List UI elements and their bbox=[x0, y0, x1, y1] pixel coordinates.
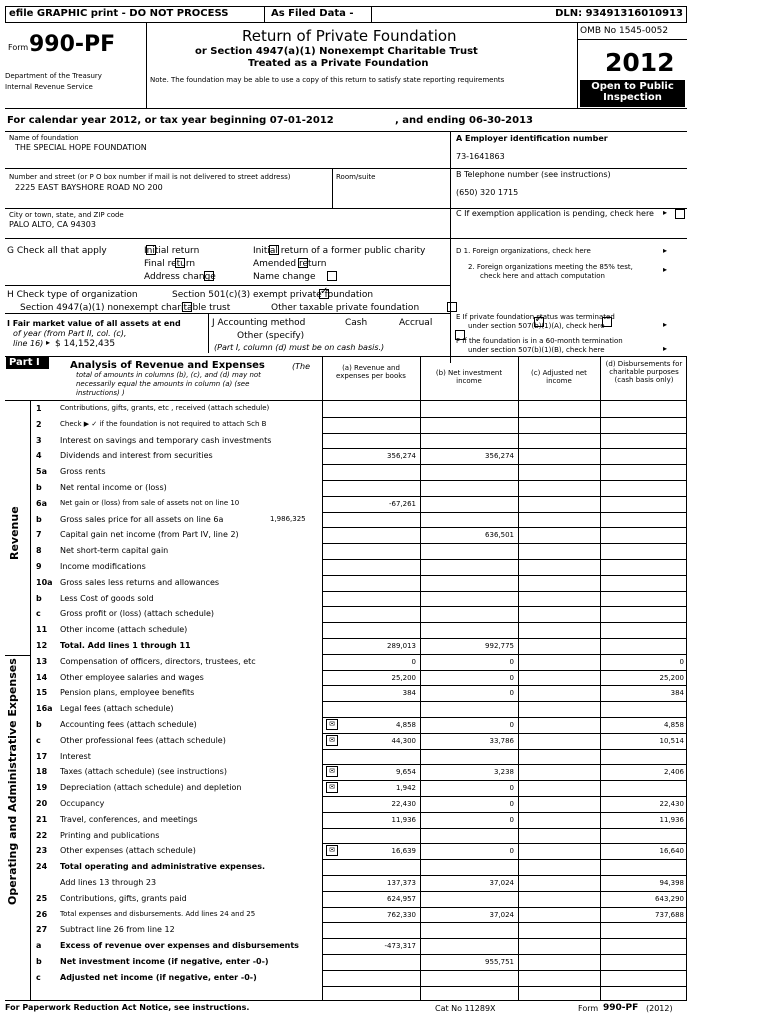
row-value-a: 137,373 bbox=[387, 879, 416, 887]
row-value-b: 0 bbox=[509, 689, 514, 698]
row-value-b: 37,024 bbox=[489, 879, 514, 887]
row-value-a: 356,274 bbox=[387, 452, 416, 461]
row-description: Depreciation (attach schedule) and depletion bbox=[60, 783, 242, 793]
open-public-line-1: Open to Public bbox=[591, 81, 674, 92]
row-description: Net short-term capital gain bbox=[60, 546, 169, 556]
row-line-number: 11 bbox=[36, 625, 48, 635]
row-description: Capital gain net income (from Part IV, line 2) bbox=[60, 530, 239, 540]
row-line-number: 14 bbox=[36, 672, 48, 682]
j-other-checkbox[interactable] bbox=[455, 330, 465, 340]
row-line-number: b bbox=[36, 957, 42, 966]
row-value-a: 384 bbox=[402, 689, 416, 698]
row-description: Gross sales less returns and allowances bbox=[60, 577, 220, 587]
footer-form-prefix: Form bbox=[578, 1004, 599, 1013]
row-value-b: 636,501 bbox=[485, 531, 514, 540]
row-line-number: c bbox=[36, 972, 41, 982]
row-description: Other income (attach schedule) bbox=[60, 625, 188, 635]
row-description: Total operating and administrative expenses. bbox=[60, 862, 265, 872]
h-501-label: Section 501(c)(3) exempt private foundation bbox=[172, 290, 374, 300]
j-cash-checkbox[interactable] bbox=[534, 317, 544, 327]
as-filed-label: As Filed Data - bbox=[271, 8, 354, 19]
row-value-b: 0 bbox=[509, 657, 514, 666]
calendar-ending: , and ending 06-30-2013 bbox=[395, 115, 533, 126]
ein-value: 73-1641863 bbox=[456, 152, 505, 161]
d2-label-1: 2. Foreign organizations meeting the 85% test, bbox=[468, 263, 633, 271]
d1-label: D 1. Foreign organizations, check here bbox=[456, 247, 591, 255]
c-checkbox[interactable] bbox=[675, 209, 685, 219]
row-line-number: b bbox=[36, 483, 42, 492]
row-line-number: 20 bbox=[36, 799, 48, 808]
row-description: Taxes (attach schedule) (see instructions) bbox=[60, 767, 227, 777]
row-line-number: 19 bbox=[36, 783, 48, 793]
row-value-b: 955,751 bbox=[485, 958, 514, 966]
part1-sub-3: instructions) ) bbox=[76, 389, 125, 397]
i-label-2: of year (from Part II, col. (c), bbox=[13, 329, 127, 338]
dept-line-2: Internal Revenue Service bbox=[5, 83, 93, 91]
row-line-number: 5a bbox=[36, 467, 47, 477]
j-accrual-label: Accrual bbox=[399, 318, 433, 328]
attachment-icon[interactable]: ✉ bbox=[326, 766, 338, 777]
row-description: Occupancy bbox=[60, 799, 105, 808]
row-value-a: -473,317 bbox=[384, 942, 416, 951]
g-amended-label: Amended return bbox=[253, 259, 327, 269]
row-value-d: 737,688 bbox=[655, 910, 684, 919]
row-value-a: 0 bbox=[411, 657, 416, 666]
row-value-b: 0 bbox=[509, 815, 514, 824]
row-line-number: c bbox=[36, 735, 41, 745]
form-prefix: Form bbox=[8, 43, 29, 52]
part1-tag-label: Part I bbox=[9, 357, 40, 368]
row-line-number: 3 bbox=[36, 435, 42, 445]
row-description: Gross profit or (loss) (attach schedule) bbox=[60, 609, 215, 619]
row-description: Check ▶ ✓ if the foundation is not required to attach Sch B bbox=[60, 419, 267, 428]
name-label: Name of foundation bbox=[9, 134, 79, 142]
e-label-2: under section 507(b)(1)(A), check here bbox=[468, 322, 605, 330]
row-description: Add lines 13 through 23 bbox=[60, 878, 157, 887]
row-description: Legal fees (attach schedule) bbox=[60, 704, 174, 714]
footer-paperwork: For Paperwork Reduction Act Notice, see instructions. bbox=[5, 1003, 250, 1012]
street-value: 2225 EAST BAYSHORE ROAD NO 200 bbox=[15, 183, 163, 192]
h-label: H Check type of organization bbox=[7, 290, 138, 300]
g-initial-label: Initial return bbox=[144, 246, 200, 256]
phone-value: (650) 320 1715 bbox=[456, 188, 519, 197]
g-name-label: Name change bbox=[253, 272, 316, 282]
row-value-b: 0 bbox=[509, 673, 514, 682]
part1-sub-2: necessarily equal the amounts in column (a) (see bbox=[76, 380, 250, 388]
row-value-d: 25,200 bbox=[659, 673, 684, 682]
row-description: Net investment income (if negative, enter -0-) bbox=[60, 957, 269, 966]
row-value-a: 11,936 bbox=[391, 815, 416, 824]
c-arrow-icon: ▸ bbox=[663, 208, 668, 217]
row-description: Pension plans, employee benefits bbox=[60, 688, 195, 698]
row-description: Other expenses (attach schedule) bbox=[60, 846, 196, 856]
form-subtitle-2: Treated as a Private Foundation bbox=[248, 58, 429, 69]
d1-arrow-icon: ▸ bbox=[663, 246, 668, 255]
row-line-number: 17 bbox=[36, 751, 48, 761]
row-value-d: 4,858 bbox=[663, 721, 684, 729]
row-description: Total. Add lines 1 through 11 bbox=[60, 641, 191, 650]
row-description: Gross sales price for all assets on line 6a bbox=[60, 514, 224, 524]
row-value-d: 2,406 bbox=[663, 768, 684, 777]
row-description: Accounting fees (attach schedule) bbox=[60, 720, 197, 729]
row-line-number: 13 bbox=[36, 656, 48, 666]
row-line-number: 10a bbox=[36, 577, 53, 587]
row-value-b: 0 bbox=[509, 721, 514, 729]
dln-label: DLN: 93491316010913 bbox=[555, 8, 683, 19]
row-value-b: 3,238 bbox=[493, 768, 514, 777]
side-label-expenses: Operating and Administrative Expenses bbox=[6, 658, 19, 905]
f-arrow-icon: ▸ bbox=[663, 344, 668, 353]
row-value-d: 94,398 bbox=[659, 879, 684, 887]
row-line-number: b bbox=[36, 593, 42, 603]
row-line-number: 21 bbox=[36, 814, 48, 824]
part1-tag bbox=[6, 357, 49, 369]
row-value-b: 0 bbox=[509, 847, 514, 856]
i-value: $ 14,152,435 bbox=[55, 339, 116, 349]
d2-arrow-icon: ▸ bbox=[663, 265, 668, 274]
row-description: Travel, conferences, and meetings bbox=[60, 814, 198, 824]
row-description: Total expenses and disbursements. Add lines 24 and 25 bbox=[60, 909, 256, 918]
header-note: Note. The foundation may be able to use a copy of this return to satisfy state reporting requirements bbox=[150, 76, 505, 84]
row-description: Interest bbox=[60, 751, 91, 761]
city-value: PALO ALTO, CA 94303 bbox=[9, 220, 96, 229]
row-line-number: c bbox=[36, 609, 41, 619]
row-value-d: 643,290 bbox=[655, 894, 684, 903]
side-label-revenue: Revenue bbox=[8, 506, 21, 560]
omb-number: OMB No 1545-0052 bbox=[580, 26, 669, 36]
row-description: Less Cost of goods sold bbox=[60, 593, 154, 603]
attachment-icon[interactable]: ✉ bbox=[326, 782, 338, 793]
row-value-b: 37,024 bbox=[489, 910, 514, 919]
row-line-number: 2 bbox=[36, 419, 42, 429]
d2-label-2: check here and attach computation bbox=[480, 272, 605, 280]
row-line-number: 26 bbox=[36, 909, 48, 919]
row-line-number: 27 bbox=[36, 925, 48, 935]
row-line-number: 4 bbox=[36, 451, 42, 461]
form-name: 990-PF bbox=[29, 32, 116, 57]
row-value-b: 992,775 bbox=[485, 642, 514, 650]
col-c-header: (c) Adjusted net income bbox=[531, 369, 587, 385]
row-value-b: 33,786 bbox=[489, 736, 514, 745]
row-inline-value: 1,986,325 bbox=[270, 514, 306, 523]
j-cash-label: Cash bbox=[345, 318, 368, 328]
row-value-d: 16,640 bbox=[659, 847, 684, 856]
footer-form: 990-PF bbox=[603, 1003, 639, 1013]
row-value-d: 11,936 bbox=[659, 815, 684, 824]
row-description: Net rental income or (loss) bbox=[60, 483, 167, 492]
part1-sub-1: total of amounts in columns (b), (c), and (d) may not bbox=[76, 371, 261, 379]
row-line-number: 25 bbox=[36, 893, 48, 903]
row-line-number: b bbox=[36, 720, 42, 729]
g-address-label: Address change bbox=[144, 272, 216, 282]
row-description: Contributions, gifts, grants paid bbox=[60, 893, 187, 903]
row-description: Gross rents bbox=[60, 467, 106, 477]
e-label-1: E If private foundation status was terminated bbox=[456, 313, 615, 321]
j-accrual-checkbox[interactable] bbox=[602, 317, 612, 327]
room-label: Room/suite bbox=[336, 173, 376, 181]
row-description: Printing and publications bbox=[60, 830, 160, 840]
row-value-a: 22,430 bbox=[391, 800, 416, 808]
row-description: Dividends and interest from securities bbox=[60, 451, 213, 461]
row-description: Subtract line 26 from line 12 bbox=[60, 925, 175, 935]
part1-title-suffix: (The bbox=[292, 362, 310, 371]
row-description: Other professional fees (attach schedule) bbox=[60, 735, 226, 745]
row-line-number: 22 bbox=[36, 830, 48, 840]
row-line-number: 8 bbox=[36, 546, 42, 556]
top-banner bbox=[5, 6, 687, 23]
calendar-year: For calendar year 2012, or tax year beginning 07-01-2012 bbox=[7, 115, 334, 126]
tax-year: 2012 bbox=[605, 48, 675, 77]
row-description: Adjusted net income (if negative, enter -0-) bbox=[60, 972, 257, 982]
row-value-d: 10,514 bbox=[659, 736, 684, 745]
attachment-icon[interactable]: ✉ bbox=[326, 719, 338, 730]
row-value-d: 22,430 bbox=[659, 800, 684, 808]
f-label-2: under section 507(b)(1)(B), check here bbox=[468, 346, 605, 354]
col-d-header: (d) Disbursements for charitable purposes (cash basis only) bbox=[605, 360, 683, 384]
footer-cat: Cat No 11289X bbox=[435, 1004, 496, 1013]
row-value-a: 44,300 bbox=[391, 736, 416, 745]
row-description: Income modifications bbox=[60, 562, 146, 571]
row-value-a: 289,013 bbox=[387, 642, 416, 650]
row-value-a: -67,261 bbox=[388, 499, 416, 508]
row-line-number: b bbox=[36, 514, 42, 524]
row-value-b: 356,274 bbox=[485, 452, 514, 461]
row-line-number: 23 bbox=[36, 846, 48, 856]
open-public-line-2: Inspection bbox=[603, 92, 662, 103]
dept-line-1: Department of the Treasury bbox=[5, 72, 102, 80]
row-line-number: 24 bbox=[36, 862, 48, 872]
footer-year: (2012) bbox=[646, 1004, 673, 1013]
row-description: Interest on savings and temporary cash investments bbox=[60, 435, 272, 445]
row-description: Other employee salaries and wages bbox=[60, 672, 204, 682]
g-final-label: Final return bbox=[144, 259, 196, 269]
e-arrow-icon: ▸ bbox=[663, 320, 668, 329]
h-4947-label: Section 4947(a)(1) nonexempt charitable trust bbox=[20, 303, 231, 313]
attachment-icon[interactable]: ✉ bbox=[326, 845, 338, 856]
part1-title: Analysis of Revenue and Expenses bbox=[70, 360, 265, 371]
row-description: Excess of revenue over expenses and disbursements bbox=[60, 941, 299, 951]
row-value-a: 624,957 bbox=[387, 894, 416, 903]
foundation-name: THE SPECIAL HOPE FOUNDATION bbox=[15, 143, 147, 152]
ein-label: A Employer identification number bbox=[456, 134, 608, 143]
i-label-3: line 16) bbox=[13, 339, 44, 348]
row-line-number: 1 bbox=[36, 404, 42, 413]
g-name-checkbox[interactable] bbox=[327, 271, 337, 281]
open-public-badge bbox=[580, 80, 685, 107]
row-value-a: 25,200 bbox=[391, 673, 416, 682]
row-description: Compensation of officers, directors, trustees, etc bbox=[60, 656, 256, 666]
row-value-d: 384 bbox=[670, 689, 684, 698]
row-value-b: 0 bbox=[509, 784, 514, 793]
efile-label: efile GRAPHIC print - DO NOT PROCESS bbox=[9, 8, 229, 19]
row-line-number: 9 bbox=[36, 562, 42, 571]
row-line-number: 18 bbox=[36, 767, 48, 777]
row-description: Contributions, gifts, grants, etc , received (attach schedule) bbox=[60, 404, 270, 412]
i-arrow-icon: ▸ bbox=[46, 338, 51, 347]
h-other-checkbox[interactable] bbox=[447, 302, 457, 312]
j-note: (Part I, column (d) must be on cash basis.) bbox=[214, 343, 385, 352]
c-label: C If exemption application is pending, check here bbox=[456, 209, 654, 218]
row-value-b: 0 bbox=[509, 800, 514, 808]
street-label: Number and street (or P O box number if mail is not delivered to street address) bbox=[9, 173, 291, 181]
attachment-icon[interactable]: ✉ bbox=[326, 735, 338, 746]
row-line-number: 16a bbox=[36, 704, 53, 714]
row-value-a: 4,858 bbox=[395, 721, 416, 729]
j-label: J Accounting method bbox=[212, 318, 306, 328]
row-value-a: 16,639 bbox=[391, 847, 416, 856]
row-line-number: a bbox=[36, 941, 42, 951]
form-subtitle-1: or Section 4947(a)(1) Nonexempt Charitable Trust bbox=[195, 46, 478, 57]
row-line-number: 6a bbox=[36, 498, 47, 508]
col-b-header: (b) Net investment income bbox=[435, 369, 503, 385]
row-value-a: 9,654 bbox=[395, 768, 416, 777]
phone-label: B Telephone number (see instructions) bbox=[456, 170, 611, 179]
row-line-number: 15 bbox=[36, 688, 48, 698]
row-line-number: 7 bbox=[36, 530, 42, 540]
form-title: Return of Private Foundation bbox=[242, 27, 457, 45]
row-value-a: 1,942 bbox=[395, 784, 416, 793]
g-label: G Check all that apply bbox=[7, 246, 107, 256]
row-value-a: 762,330 bbox=[387, 910, 416, 919]
row-value-d: 0 bbox=[679, 657, 684, 666]
city-label: City or town, state, and ZIP code bbox=[9, 211, 124, 219]
row-line-number: 12 bbox=[36, 641, 48, 650]
col-a-header: (a) Revenue and expenses per books bbox=[336, 364, 406, 380]
j-other-label: Other (specify) bbox=[237, 331, 305, 341]
g-initial-former-label: Initial return of a former public charity bbox=[253, 246, 426, 256]
row-description: Net gain or (loss) from sale of assets not on line 10 bbox=[60, 498, 240, 507]
h-other-label: Other taxable private foundation bbox=[271, 303, 420, 313]
f-label-1: F If the foundation is in a 60-month termination bbox=[456, 337, 623, 345]
i-label-1: I Fair market value of all assets at end bbox=[7, 319, 181, 328]
